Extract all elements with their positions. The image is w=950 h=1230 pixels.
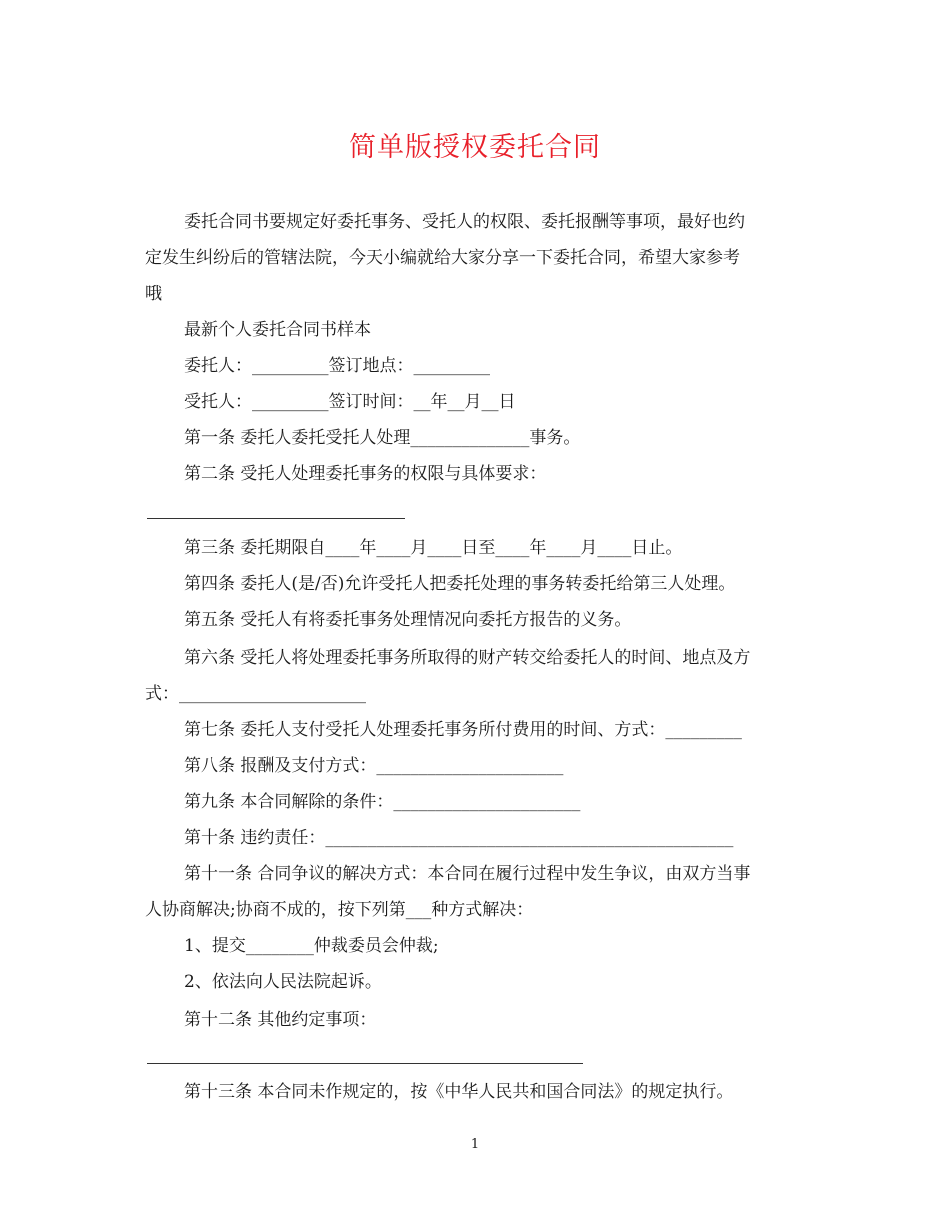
clause-6-line-1: 第六条 受托人将处理委托事务所取得的财产转交给委托人的时间、地点及方 xyxy=(184,648,751,668)
clause-6-line-2: 式：______________________ xyxy=(145,684,366,704)
clause-2: 第二条 受托人处理委托事务的权限与具体要求： xyxy=(184,464,547,484)
clause-4: 第四条 委托人(是/否)允许受托人把委托处理的事务转委托给第三人处理。 xyxy=(184,574,736,594)
intro-line-3: 哦 xyxy=(145,284,162,304)
intro-line-1: 委托合同书要规定好委托事务、受托人的权限、委托报酬等事项，最好也约 xyxy=(184,212,745,232)
option-1: 1、提交________仲裁委员会仲裁; xyxy=(184,936,439,956)
page-number: 1 xyxy=(470,1137,480,1152)
sample-heading: 最新个人委托合同书样本 xyxy=(184,320,371,340)
intro-line-2: 定发生纠纷后的管辖法院，今天小编就给大家分享一下委托合同，希望大家参考 xyxy=(145,248,740,268)
clause-3: 第三条 委托期限自____年____月____日至____年____月____日止。 xyxy=(184,538,683,558)
clause-7: 第七条 委托人支付受托人处理委托事务所付费用的时间、方式：_________ xyxy=(184,720,742,740)
clause-1: 第一条 委托人委托受托人处理______________事务。 xyxy=(184,428,581,448)
clause-8: 第八条 报酬及支付方式：______________________ xyxy=(184,756,564,776)
option-2: 2、依法向人民法院起诉。 xyxy=(184,972,382,992)
clause-12: 第十二条 其他约定事项： xyxy=(184,1010,377,1030)
principal-line: 委托人：_________签订地点：_________ xyxy=(184,356,490,376)
clause-13: 第十三条 本合同未作规定的，按《中华人民共和国合同法》的规定执行。 xyxy=(184,1082,734,1102)
agent-line: 受托人：_________签订时间：__年__月__日 xyxy=(184,392,516,412)
blank-rule-clause-12 xyxy=(147,1063,583,1064)
document-title: 简单版授权委托合同 xyxy=(349,132,601,163)
clause-9: 第九条 本合同解除的条件：______________________ xyxy=(184,792,581,812)
clause-11-line-1: 第十一条 合同争议的解决方式：本合同在履行过程中发生争议，由双方当事 xyxy=(184,864,751,884)
clause-10: 第十条 违约责任：________________________________________________ xyxy=(184,828,734,848)
clause-11-line-2: 人协商解决;协商不成的，按下列第___种方式解决： xyxy=(145,900,534,920)
clause-5: 第五条 受托人有将委托事务处理情况向委托方报告的义务。 xyxy=(184,610,632,630)
blank-rule-clause-2 xyxy=(147,518,405,519)
